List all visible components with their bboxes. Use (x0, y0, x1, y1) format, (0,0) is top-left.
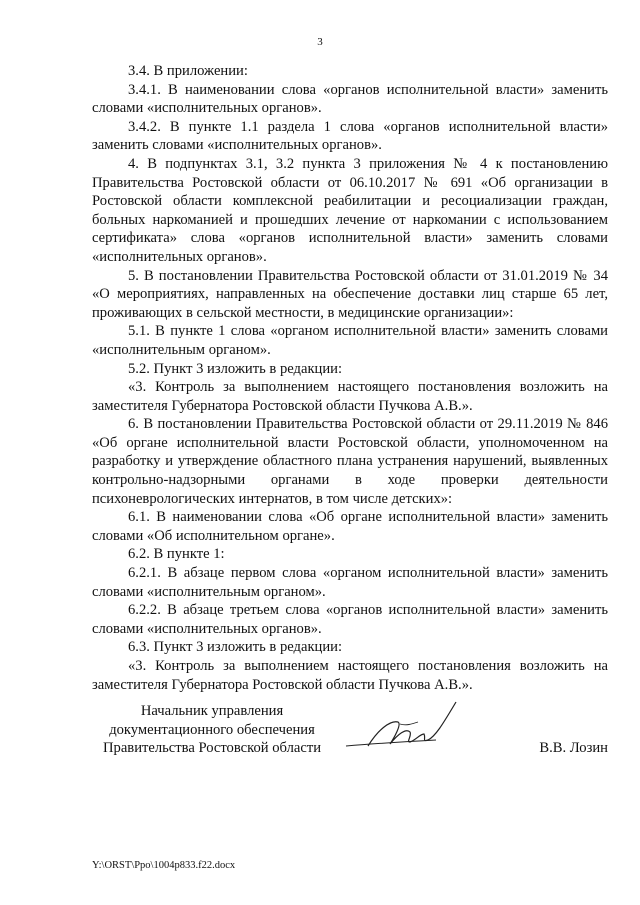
paragraph: 6.3. Пункт 3 изложить в редакции: (128, 639, 343, 656)
signer-name: В.В. Лозин (539, 740, 608, 756)
paragraph: 5.1. В пункте 1 слова «органом исполнительной власти» заменить словами «исполнительным органом». (92, 323, 608, 358)
paragraph: 3.4.1. В наименовании слова «органов исполнительной власти» заменить словами «исполнительных органов». (92, 81, 608, 117)
signer-title-line: Начальник управления (140, 703, 284, 719)
signature-block (0, 702, 640, 762)
file-path: Y:\ORST\Ppo\1004p833.f22.docx (92, 860, 236, 871)
document-body (92, 62, 608, 694)
signer-title (92, 702, 332, 758)
paragraph: 6.2. В пункте 1: (128, 546, 225, 563)
signer-title-line: документационного обеспечения (109, 721, 315, 738)
paragraph: 6.2.2. В абзаце третьем слова «органов исполнительной власти» заменить словами «исполнительных органов». (92, 602, 608, 637)
paragraph: «3. Контроль за выполнением настоящего постановления возложить на заместителя Губернатора Ростовской области Пучкова А.В.». (92, 658, 608, 693)
paragraph: 4. В подпунктах 3.1, 3.2 пункта 3 приложения № 4 к постановлению Правительства Ростовской области от 06.10.2017 № 691 «Об организации в Ростовской области комплексной реабилитации и ресоциализации граждан, больных наркоманией и прошедших лечение от наркомании с использованием сертификата» слова «органов исполнительной власти» заменить словами «исполнительных органов». (92, 155, 608, 265)
paragraph: 6.2.1. В абзаце первом слова «органом исполнительной власти» заменить словами «исполнительным органом». (92, 565, 608, 600)
signer-title-line: Правительства Ростовской области (102, 740, 322, 757)
paragraph: 3.4.2. В пункте 1.1 раздела 1 слова «органов исполнительной власти» заменить словами «исполнительных органов». (92, 118, 608, 154)
paragraph: 5. В постановлении Правительства Ростовской области от 31.01.2019 № 34 «О мероприятиях, направленных на обеспечение доставки лиц старше 65 лет, проживающих в сельской местности, в медицинские организации»: (92, 267, 608, 321)
handwritten-signature (340, 694, 470, 758)
paragraph: 6. В постановлении Правительства Ростовской области от 29.11.2019 № 846 «Об органе исполнительной власти Ростовской области, уполномоченном на разработку и утверждение областного плана устранения нарушений, выявленных контрольно-надзорными органами в ходе проверки деятельности психоневрологических интернатов, в том числе детских»: (92, 416, 608, 507)
paragraph: 6.1. В наименовании слова «Об органе исполнительной власти» заменить словами «Об исполнительном органе». (92, 509, 608, 544)
paragraph: «3. Контроль за выполнением настоящего постановления возложить на заместителя Губернатора Ростовской области Пучкова А.В.». (92, 379, 608, 414)
paragraph: 3.4. В приложении: (128, 63, 248, 79)
page-number: 3 (317, 36, 323, 48)
paragraph: 5.2. Пункт 3 изложить в редакции: (128, 360, 343, 377)
